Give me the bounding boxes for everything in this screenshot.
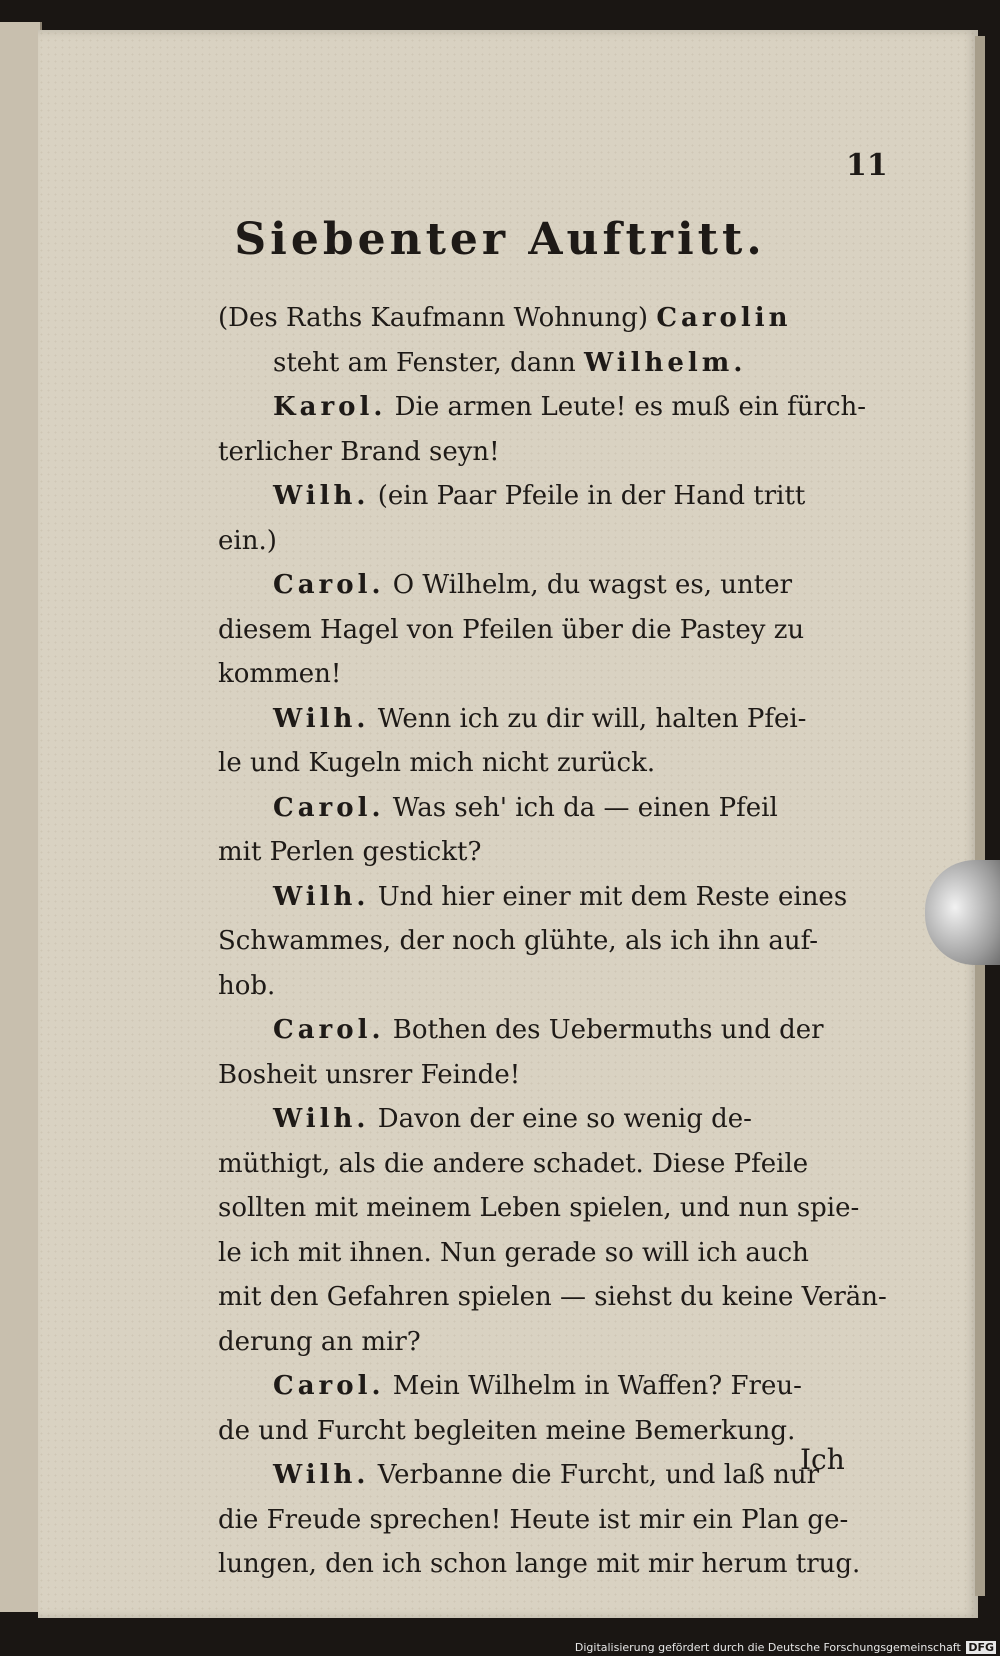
speaker-name: Wilhelm. — [583, 347, 747, 378]
line-text: le und Kugeln mich nicht zurück. — [218, 748, 656, 778]
speaker-name: Wilh. — [273, 481, 370, 511]
text-line — [218, 830, 883, 875]
text-line — [218, 1275, 887, 1320]
text-line — [218, 1053, 883, 1098]
text-line — [218, 430, 883, 475]
line-text: Verbanne die Furcht, und laß nur — [369, 1460, 820, 1490]
page-stack-edge — [975, 36, 985, 1596]
speaker-name: Wilh. — [273, 881, 370, 912]
text-line — [218, 1320, 883, 1365]
speaker-name: Wilh. — [273, 1104, 370, 1134]
speaker-name: Wilh. — [273, 703, 370, 734]
text-line — [218, 652, 883, 697]
text-line — [218, 474, 883, 519]
line-text: Wenn ich zu dir will, halten Pfei- — [369, 703, 807, 734]
line-text: mit Perlen gestickt? — [218, 837, 482, 867]
text-line — [218, 741, 883, 786]
text-line — [218, 919, 883, 964]
line-text: O Wilhelm, du wagst es, unter — [384, 570, 793, 600]
line-text: Bothen des Uebermuths und der — [384, 1015, 824, 1045]
page-number: 11 — [846, 148, 888, 183]
line-text: sollten mit meinem Leben spielen, und nun spie- — [218, 1193, 860, 1223]
line-text: lungen, den ich schon lange mit mir herum trug. — [218, 1549, 861, 1579]
line-text: (Des Raths Kaufmann Wohnung) — [218, 303, 657, 333]
line-text: steht am Fenster, dann — [273, 347, 584, 378]
text-line — [218, 1186, 883, 1231]
text-line — [218, 964, 883, 1009]
text-line — [218, 1142, 883, 1187]
text-line — [218, 697, 883, 742]
line-text: kommen! — [218, 659, 342, 689]
text-line — [218, 1409, 883, 1454]
text-line — [218, 1364, 883, 1409]
text-line — [218, 1008, 883, 1053]
speaker-name: Carol. — [273, 570, 385, 600]
speaker-name: Carolin — [656, 303, 792, 333]
body-text — [218, 296, 887, 1587]
speaker-name: Karol. — [273, 392, 387, 422]
text-line — [218, 1498, 883, 1543]
text-line — [218, 786, 883, 831]
line-text: terlicher Brand seyn! — [218, 436, 500, 467]
text-line — [218, 1231, 883, 1276]
text-line — [218, 1542, 883, 1587]
text-line — [218, 519, 883, 564]
line-text: Davon der eine so wenig de- — [369, 1104, 752, 1134]
catchword: Ich — [800, 1443, 845, 1476]
line-text: hob. — [218, 970, 276, 1001]
text-line — [218, 385, 883, 430]
line-text: derung an mir? — [218, 1326, 421, 1357]
text-line — [218, 1453, 883, 1498]
speaker-name: Wilh. — [273, 1460, 370, 1490]
line-text: (ein Paar Pfeile in der Hand tritt — [369, 481, 806, 511]
line-text: Bosheit unsrer Feinde! — [218, 1059, 521, 1090]
dfg-logo: DFG — [968, 1641, 994, 1654]
line-text: Und hier einer mit dem Reste eines — [369, 881, 848, 912]
line-text: de und Furcht begleiten meine Bemerkung. — [218, 1415, 796, 1446]
line-text: le ich mit ihnen. Nun gerade so will ich auch — [218, 1237, 809, 1268]
footer-text: Digitalisierung gefördert durch die Deutsche Forschungsgemeinschaft — [574, 1641, 961, 1654]
line-text: Die armen Leute! es muß ein fürch- — [386, 392, 867, 422]
speaker-name: Carol. — [273, 792, 385, 823]
text-line — [218, 563, 883, 608]
line-text: diesem Hagel von Pfeilen über die Pastey zu — [218, 614, 805, 645]
text-line — [218, 296, 883, 341]
line-text: Mein Wilhelm in Waffen? Freu- — [384, 1371, 802, 1401]
line-text: die Freude sprechen! Heute ist mir ein Plan ge- — [218, 1504, 849, 1535]
text-line — [218, 875, 883, 920]
digitization-footer — [575, 1641, 996, 1654]
speaker-name: Carol. — [273, 1371, 385, 1401]
line-text: Was seh' ich da — einen Pfeil — [384, 792, 778, 823]
text-line — [218, 608, 883, 653]
line-text: müthigt, als die andere schadet. Diese Pfeile — [218, 1148, 809, 1179]
speaker-name: Carol. — [273, 1015, 385, 1045]
text-line — [218, 341, 883, 386]
text-line — [218, 1097, 883, 1142]
line-text: mit den Gefahren spielen — siehst du keine Verän- — [218, 1282, 887, 1312]
line-text: ein.) — [218, 525, 277, 556]
line-text: Schwammes, der noch glühte, als ich ihn auf- — [218, 926, 819, 956]
scene-heading: Siebenter Auftritt. — [234, 214, 766, 265]
